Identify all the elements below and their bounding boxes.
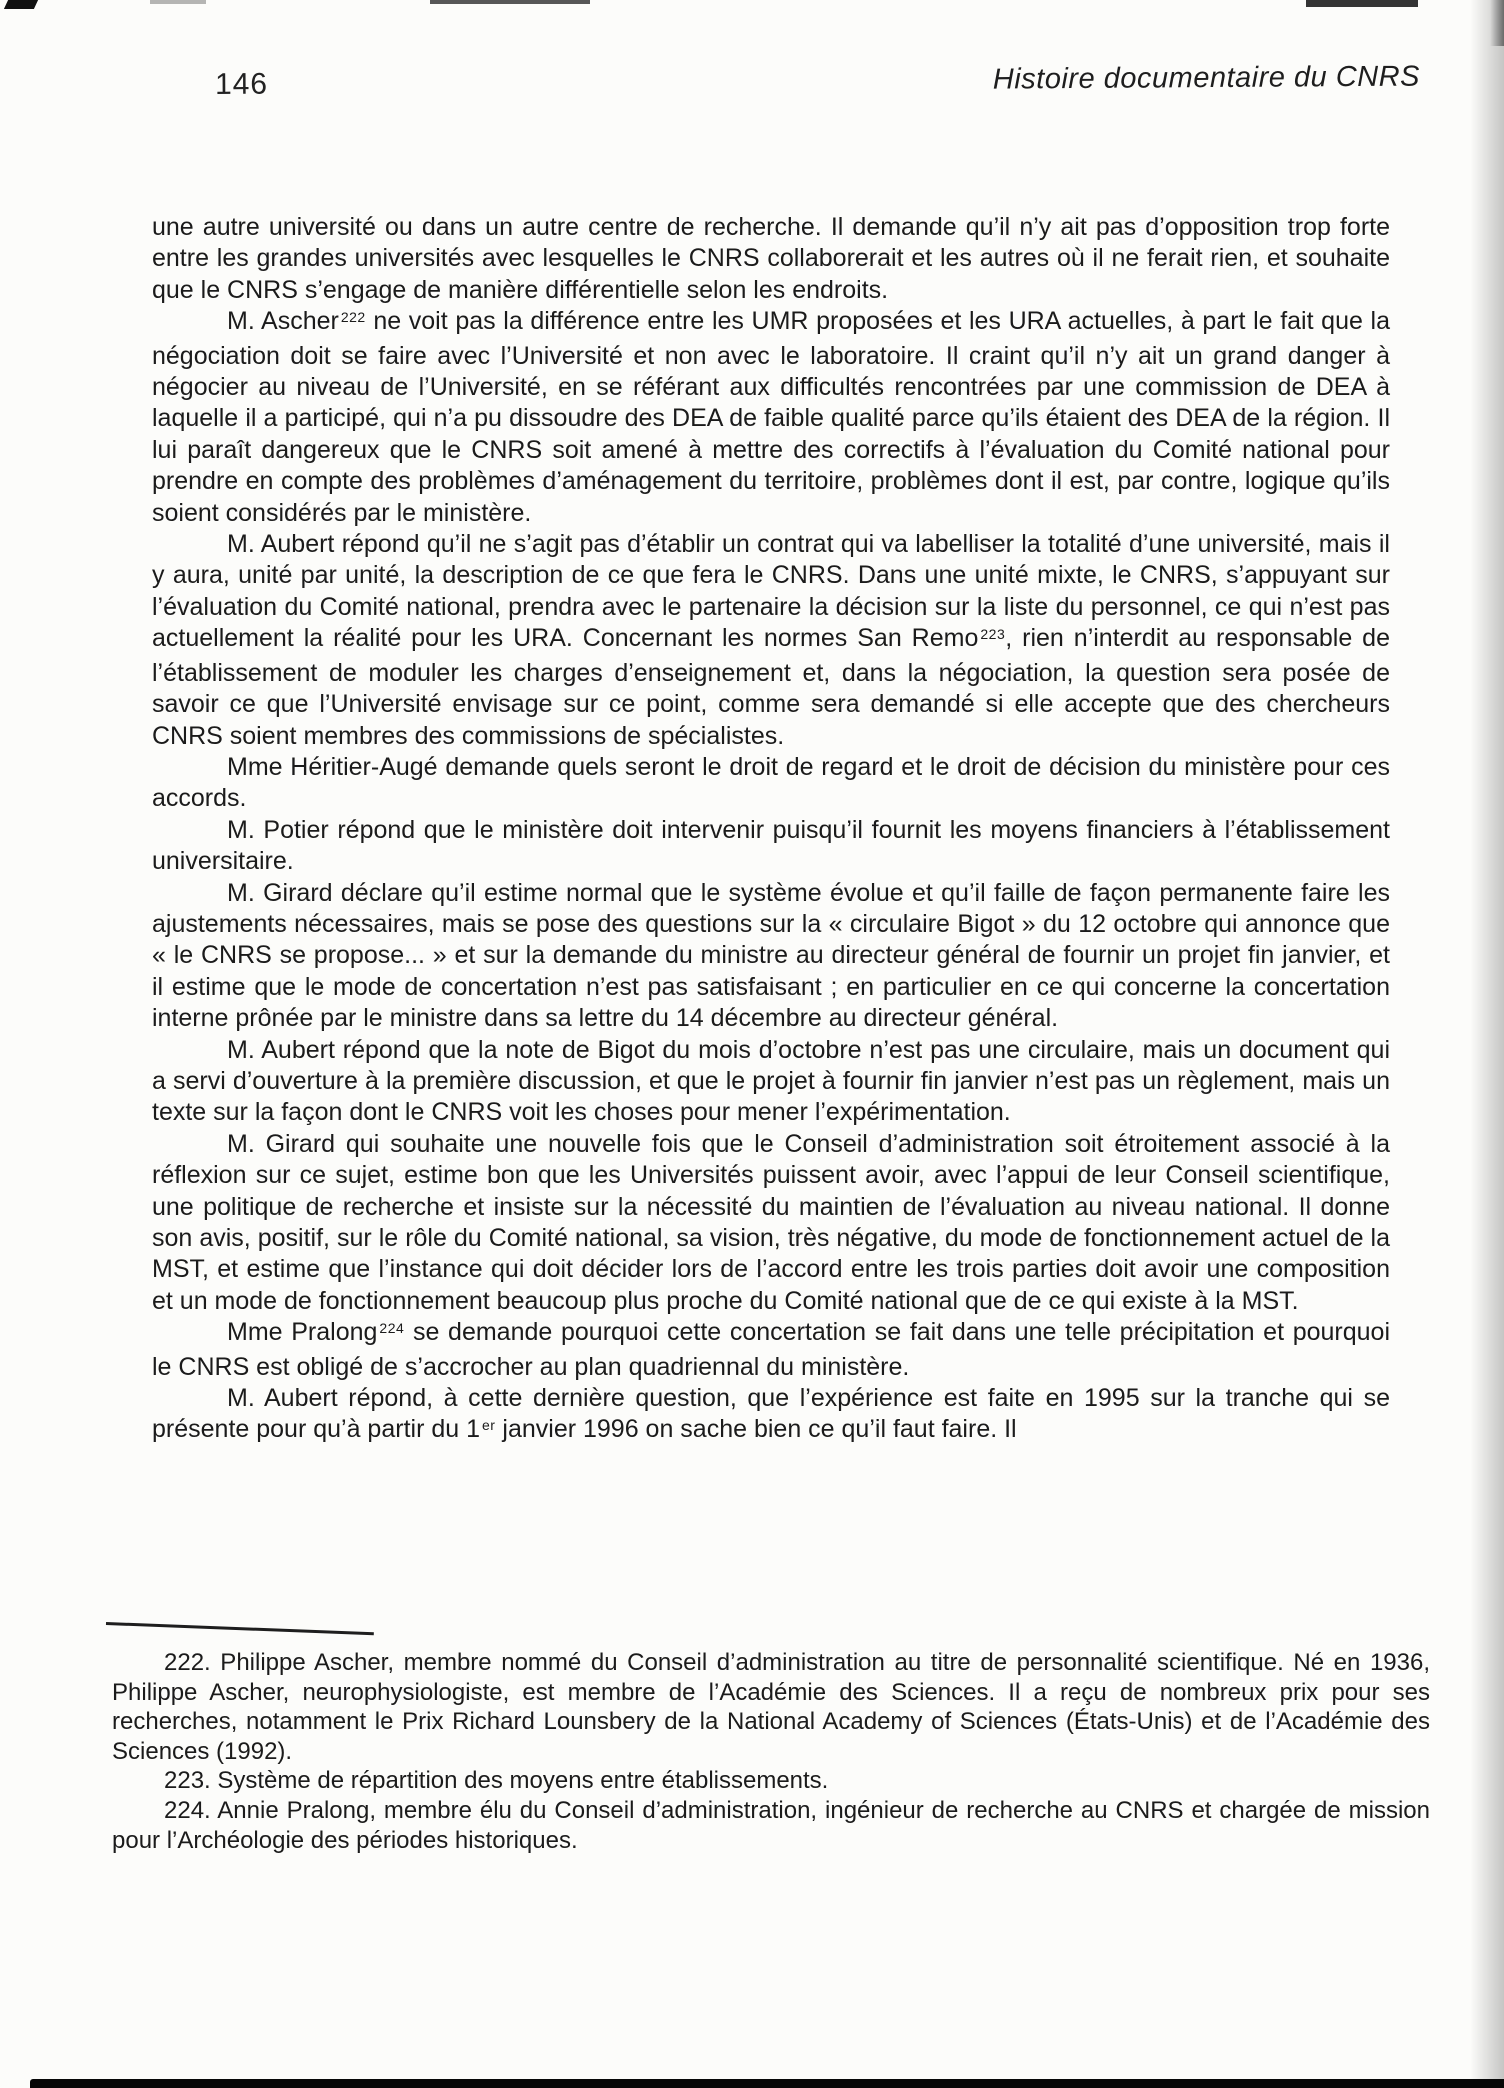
body-text	[152, 212, 1390, 1449]
body-paragraph: M. Ascher $^{222}$ ne voit pas la différence entre les UMR proposées et les URA actuelles, à part le fait que la négociation doit se faire avec l’Université et non avec le laboratoire. Il craint qu’il n’y ait un grand danger à négocier au niveau de l’Université, en se référant aux difficultés rencontrées par une commission de DEA à laquelle il a participé, qui n’a pu dissoudre des DEA de faible qualité parce qu’ils étaient des DEA de la région. Il lui paraît dangereux que le CNRS soit amené à mettre des correctifs à l’évaluation du Comité national pour prendre en compte des problèmes d’aménagement du territoire, problèmes dont il est, par contre, logique qu’ils soient considérés par le ministère.	[152, 307, 1390, 527]
page-header	[215, 60, 1420, 102]
superscript-ref: 223	[980, 625, 1006, 642]
scan-smudge-top	[430, 0, 590, 4]
body-paragraph: M. Girard déclare qu’il estime normal que le système évolue et qu’il faille de façon permanente faire les ajustements nécessaires, mais se pose des questions sur la « circulaire Bigot » du 12 octobre qui annonce que « le CNRS se propose... » et sur la demande du ministre au directeur général de fournir un projet fin janvier, et il estime que le mode de concertation n’est pas satisfaisant ; en particulier en ce qui concerne la concertation interne prônée par le ministre dans sa lettre du 14 décembre au directeur général.	[152, 878, 1390, 1033]
body-paragraph: Mme Héritier-Augé demande quels seront le droit de regard et le droit de décision du ministère pour ces accords.	[152, 752, 1390, 813]
scan-smudge-top	[150, 0, 206, 4]
body-paragraph: Mme Pralong $^{224}$ se demande pourquoi cette concertation se fait dans une telle précipitation et pourquoi le CNRS est obligé de s’accrocher au plan quadriennal du ministère.	[152, 1318, 1391, 1381]
body-paragraph: M. Aubert répond qu’il ne s’agit pas d’établir un contrat qui va labelliser la totalité d’une université, mais il y aura, unité par unité, la description de ce que fera le CNRS. Dans une unité mixte, le CNRS, s’appuyant sur l’évaluation du Comité national, prendra avec le partenaire la décision sur la liste du personnel, ce qui n’est pas actuellement la réalité pour les URA. Concernant les normes San Remo $^{223}$, rien n’interdit au responsable de l’établissement de moduler les charges d’enseignement et, dans la négociation, la question sera posée de savoir ce que l’Université envisage sur ce point, comme sera demandé si elle accepte que des chercheurs CNRS soient membres des commissions de spécialistes.	[152, 530, 1390, 750]
body-paragraph: M. Aubert répond que la note de Bigot du mois d’octobre n’est pas une circulaire, mais un document qui a servi d’ouverture à la première discussion, et que le projet à fournir fin janvier n’est pas un règlement, mais un texte sur la façon dont le CNRS voit les choses pour mener l’expérimentation.	[152, 1035, 1390, 1127]
footnote: 224. Annie Pralong, membre élu du Conseil d’administration, ingénieur de recherche au CNRS et chargée de mission pour l’Archéologie des périodes historiques.	[112, 1796, 1430, 1854]
body-paragraph: M. Girard qui souhaite une nouvelle fois que le Conseil d’administration soit étroitement associé à la réflexion sur ce sujet, estime bon que les Universités puissent avoir, avec l’appui de leur Conseil scientifique, une politique de recherche et insiste sur la nécessité du maintien de l’évaluation au niveau national. Il donne son avis, positif, sur le rôle du Comité national, sa vision, très négative, du mode de fonctionnement actuel de la MST, et estime que l’instance qui doit décider lors de l’accord entre les trois parties doit avoir une composition et un mode de fonctionnement beaucoup plus proche du Comité national que de ce qui existe à la MST.	[152, 1129, 1390, 1315]
scan-shadow-right-edge	[1470, 0, 1504, 2088]
footnotes	[112, 1648, 1430, 1855]
footnote: 222. Philippe Ascher, membre nommé du Conseil d’administration au titre de personnalité scientifique. Né en 1936, Philippe Ascher, neurophysiologiste, est membre de l’Académie des Sciences. Il a reçu de nombreux prix pour ses recherches, notamment le Prix Richard Lounsbery de la National Academy of Sciences (États-Unis) et de l’Académie des Sciences (1992).	[112, 1649, 1430, 1765]
scan-smudge-top-right	[1306, 0, 1418, 7]
body-paragraph: M. Potier répond que le ministère doit intervenir puisqu’il fournit les moyens financiers à l’établissement universitaire.	[152, 815, 1390, 876]
footnote: 223. Système de répartition des moyens entre établissements.	[164, 1767, 829, 1795]
superscript-ref: er	[482, 1416, 496, 1433]
superscript-ref: 222	[340, 308, 366, 325]
scan-black-bottom-edge	[30, 2079, 1504, 2088]
superscript-ref: 224	[379, 1319, 405, 1336]
scan-smudge-top-left	[4, 0, 38, 9]
body-paragraph: M. Aubert répond, à cette dernière question, que l’expérience est faite en 1995 sur la tranche qui se présente pour qu’à partir du 1 $^{er}$ janvier 1996 on sache bien ce qu’il faut faire. Il	[152, 1384, 1390, 1444]
body-paragraph: une autre université ou dans un autre centre de recherche. Il demande qu’il n’y ait pas d’opposition trop forte entre les grandes universités avec lesquelles le CNRS collaborerait et les autres où il ne ferait rien, et souhaite que le CNRS s’engage de manière différentielle selon les endroits.	[152, 213, 1390, 304]
running-title: Histoire documentaire du CNRS	[992, 60, 1421, 96]
page-number: 146	[214, 67, 269, 101]
footnote-separator-rule	[106, 1622, 374, 1635]
